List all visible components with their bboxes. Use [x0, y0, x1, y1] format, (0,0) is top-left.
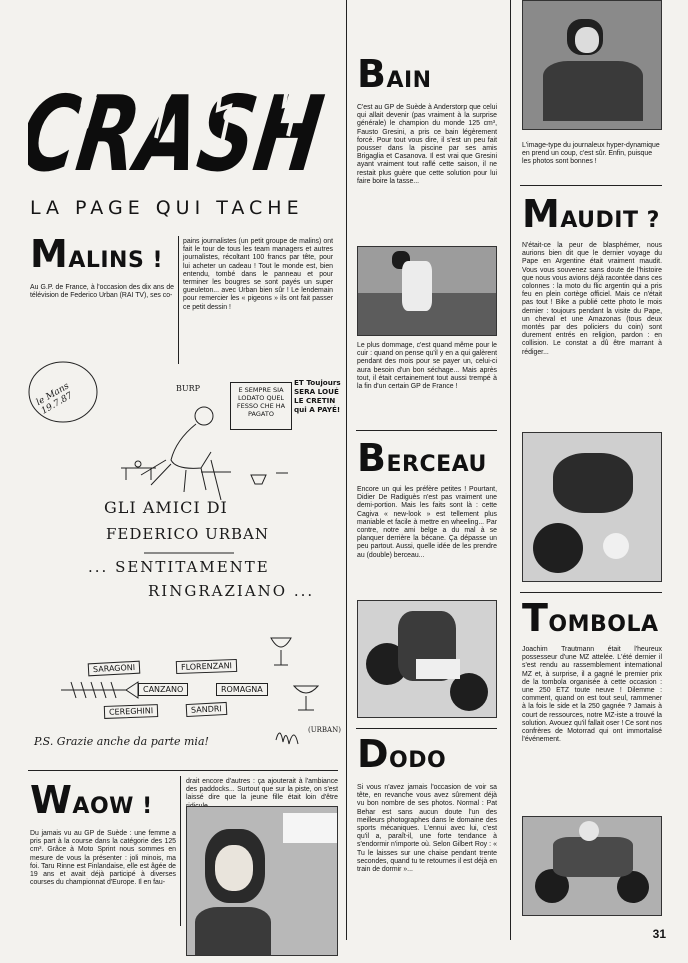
- top-photo-caption: L'image-type du journaleux hyper-dynamique en prend un coup, c'est sûr. Enfin, puisque les photos sont bonnes !: [522, 142, 660, 166]
- dodo-top-rule: [356, 728, 497, 729]
- berceau-text: Encore un qui les préfère petites ! Pourtant, Didier De Radiguès n'est pas vraiment une demi-portion. Mais les faits sont là : cette Cagiva « new-look » est tellement plus maniable et facile à mettre en wheeling... Par contre, notre ami belge a du mal à se planquer derrière la bécane. Ça dépasse un peu partout. Aussi, quelle idée de les prendre au (double) berceau...: [357, 486, 497, 559]
- drawing-line-2: FEDERICO URBAN: [106, 525, 270, 543]
- name-tag-cereghini: CEREGHINI: [104, 704, 159, 719]
- dodo-heading-cap: D: [357, 732, 390, 776]
- waow-top-rule: [28, 770, 338, 771]
- sign-board: E SEMPRE SIA LODATO QUEL FESSO CHE HA PAGATO: [230, 382, 292, 430]
- berceau-heading-cap: B: [357, 436, 387, 480]
- maudit-top-rule: [520, 185, 662, 186]
- drawing-urban: (URBAN): [308, 726, 341, 734]
- waow-col1: Du jamais vu au GP de Suède : une femme a pris part à la course dans la catégorie des 125 cm³. Grâce à Moto Sprint nous sommes en mesure de vous la présenter : joli minois, ma foi. Taru Rinne est Finlandaise, elle est âgée de 19 ans et avait déjà participé à diverses courses du championnat d'Europe. Il en fau-: [30, 830, 176, 887]
- date-circle-text: le Mans 19.7.87: [34, 381, 75, 417]
- malins-col2: pains journalistes (un petit groupe de malins) ont fait le tour de tous les team managers et autres journalistes, récoltant 100 francs par tête, pour lui acheter un cadeau ! Tout le monde est, bien entendu, tombé dans le panneau et pour terminer les bougres se sont payés un super gueuleton... avec Urban bien sûr ! Le lendemain pour remercier les « pigeons » ils ont fait passer ce petit dessin !: [183, 238, 333, 311]
- maudit-heading-cap: M: [522, 192, 561, 236]
- name-tag-romagna: ROMAGNA: [216, 683, 268, 696]
- waow-col2: drait encore d'autres : ça ajouterait à l'ambiance des paddocks... Surtout que sur la piste, on s'est laissé dire que la jeune fille était loin d'être: [186, 778, 338, 802]
- middle-right-divider: [510, 0, 511, 940]
- dodo-text: Si vous n'avez jamais l'occasion de voir sa tête, en revanche vous avez sûrement déjà vu bon nombre de ses photos. Normal : Pat Behar est sans aucun doute l'un des meilleurs photographes dans le domaine des sports mécaniques. L'ennui avec lui, c'est qu'il a, paraît-il, une forte tendance à s'endormir n'importe où. Selon Gilbert Roy : « Tu le laisses sur une chaise pendant trente secondes, quand tu te retournes il est déjà en train de dormir »...: [357, 784, 497, 874]
- crash-logo: [28, 58, 338, 188]
- name-tag-sandri: SANDRI: [186, 702, 227, 717]
- tombola-photo: [522, 816, 662, 916]
- maudit-photo: [522, 432, 662, 582]
- waow-heading-cap: W: [30, 778, 73, 822]
- malins-heading-cap: M: [30, 232, 69, 276]
- dodo-heading: [357, 732, 446, 776]
- name-tag-florenzani: FLORENZANI: [176, 659, 237, 674]
- tombola-heading-rest: OMBOLA: [548, 612, 659, 637]
- page-number: 31: [652, 927, 666, 941]
- tombola-heading: [522, 596, 659, 640]
- bain-text-2: Le plus dommage, c'est quand même pour le cuir : quand on pense qu'il y en a qui galèrent pendant des mois pour se payer un, celui-ci aura besoin d'un bon séchage... Mais après tout, il était certainement tout aussi trempé à la fin d'un certain GP de France !: [357, 342, 497, 391]
- malins-col1: Au G.P. de France, à l'occasion des dix ans de télévision de Federico Urban (RAI TV), ses co-: [30, 284, 174, 300]
- crash-logo-art: [28, 58, 338, 188]
- drawing-line-1: GLI AMICI DI: [104, 498, 228, 517]
- maudit-heading: [522, 192, 660, 236]
- berceau-heading: [357, 436, 487, 480]
- bain-heading: [357, 52, 432, 96]
- bain-text: C'est au GP de Suède à Anderstorp que celui qui allait devenir (pas vraiment à la surprise générale) le champion du monde 125 cm³, Fausto Gresini, a pris ce bain légèrement forcé. Pour tout vous dire, il s'est un peu fait pousser dans la piscine par ses amis Brigaglia et Casanova. Il est vrai que Gresini ayant vraiment tout raflé cette saison, il ne restait plus guère que cette solution pour lui faire boire la tasse...: [357, 104, 497, 185]
- waow-photo: [186, 806, 338, 956]
- drawing-line-4: RINGRAZIANO ...: [148, 582, 315, 600]
- drawing-line-3: ... SENTITAMENTE: [88, 558, 270, 576]
- maudit-heading-rest: AUDIT ?: [560, 208, 660, 233]
- berceau-heading-rest: ERCEAU: [386, 452, 487, 477]
- burp-text: BURP: [176, 384, 201, 393]
- middle-left-divider: [346, 0, 347, 940]
- cartoon-drawing: [26, 360, 341, 765]
- tombola-text: Joachim Trautmann était l'heureux possesseur d'une MZ attelée. L'été dernier il s'est rendu au rassemblement international MZ et, à surprise, il a gagné le premier prix de la tombola organisée à cette occasion : une 250 ETZ toute neuve ! Dilemme : comment, quand on est tout seul, rammener à la fois le side et la 250 gagnée ? Jamais à court de ressources, notre MZ-iste a trouvé la solution. Avouez qu'il fallait oser ! Ce sont nos confrères de Motorrad qui ont immortalisé l'événement.: [522, 646, 662, 744]
- tombola-top-rule: [520, 592, 662, 593]
- bain-photo: [357, 246, 497, 336]
- tombola-heading-cap: T: [522, 596, 549, 640]
- drawing-ps: P.S. Grazie anche da parte mia!: [34, 735, 209, 748]
- malins-heading-rest: ALINS !: [68, 248, 164, 273]
- side-note: ET Toujours SERA LOUÉ LE CRETIN qui A PAYÉ!: [294, 378, 341, 414]
- malins-heading: [30, 232, 163, 276]
- berceau-photo: [357, 600, 497, 718]
- berceau-top-rule: [356, 430, 497, 431]
- bain-heading-cap: B: [357, 52, 387, 96]
- malins-col-divider: [178, 236, 179, 364]
- bain-heading-rest: AIN: [386, 68, 432, 93]
- name-tag-saragoni: SARAGONI: [88, 661, 141, 677]
- top-photo: [522, 0, 662, 130]
- waow-heading-rest: AOW !: [72, 794, 153, 819]
- dodo-heading-rest: ODO: [389, 748, 447, 773]
- name-tag-canzano: CANZANO: [138, 683, 188, 696]
- maudit-text: N'était-ce la peur de blasphémer, nous aurions bien dit que le dernier voyage du Pape en Argentine était vraiment maudit. Vous vous souvenez sans doute de l'histoire que nous vous avions déjà racontée dans ces colonnes : la moto du flic argentin qui a pris feu en plein cortège officiel. Mais ce n'était pas tout ! Bike a publié cette photo le mois dernier : toujours pendant la visite du Pape, un cheval et une Amazonas (tous deux montés par des policiers du coin) sont durement entrés en religion, pardon : en collision. Le constat a dû être marrant à rédiger...: [522, 242, 662, 356]
- waow-heading: [30, 778, 153, 822]
- waow-col-divider: [180, 776, 181, 926]
- crash-subtitle: LA PAGE QUI TACHE: [30, 197, 304, 219]
- svg-text:CRASH: CRASH: [28, 73, 338, 188]
